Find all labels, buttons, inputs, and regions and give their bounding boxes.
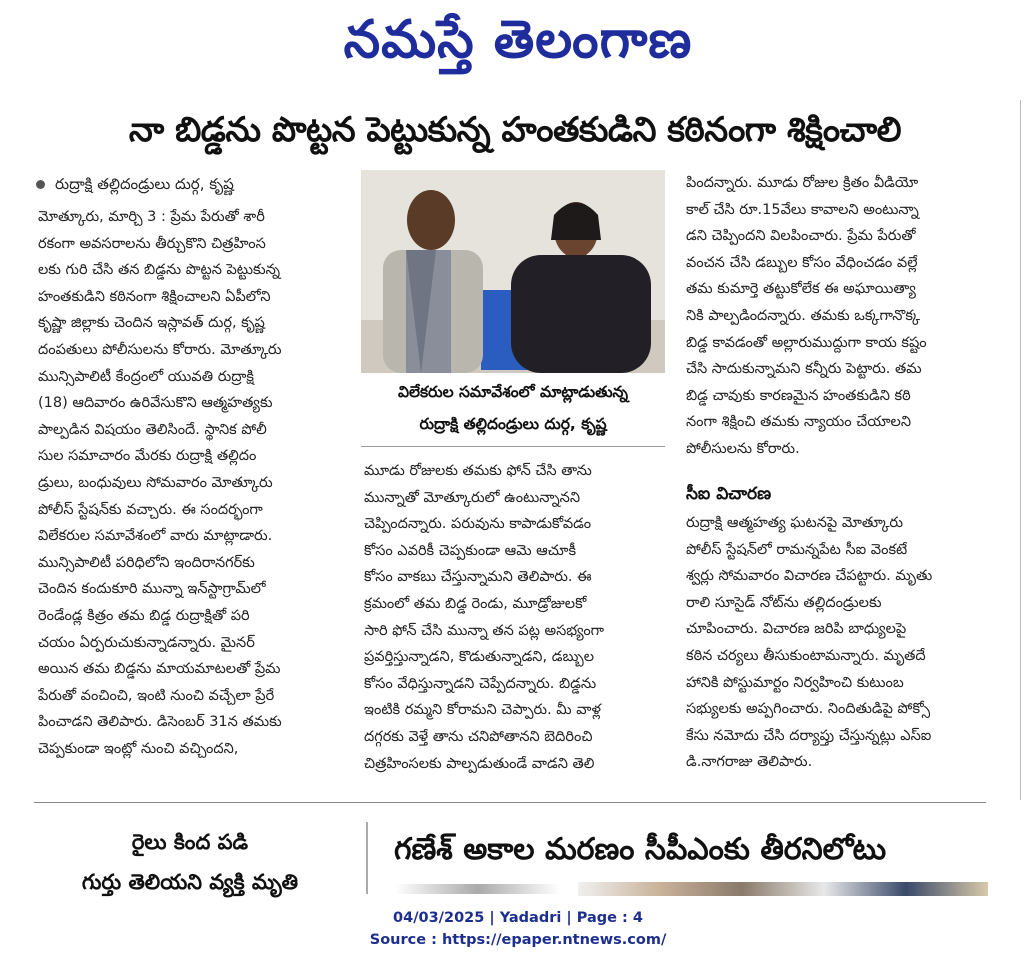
article-line: రుద్రాక్షి ఆత్మహత్య ఘటనపై మోత్కూరు — [686, 515, 903, 531]
story-headline-train — [40, 822, 340, 902]
article-line: కృష్ణా జిల్లాకు చెందిన ఇస్లావత్ దుర్గ, కృష్ణ — [38, 315, 265, 332]
article-line: సారి ఫోన్ చేసి మున్నా తన పట్ల అసభ్యంగా — [364, 622, 605, 639]
article-line: డ్రులు, బంధువులు సోమవారం మోత్కూరు — [38, 474, 273, 491]
article-line: చయం ఏర్పరుచుకున్నాడన్నారు. మైనర్ — [38, 634, 255, 651]
article-line: నంగా శిక్షించి తమకు న్యాయం చేయాలని — [686, 414, 912, 431]
article-line: రాలి సూసైడ్ నోట్‌ను తల్లిదండ్రులకు — [686, 594, 882, 611]
footer-source: Source : https://epaper.ntnews.com/ — [369, 932, 667, 948]
article-column-3 — [686, 170, 986, 463]
article-line: వంచన చేసి డబ్బుల కోసం వేధించడం వల్లే — [686, 254, 918, 271]
article-line: హానికి పోస్టుమార్టం నిర్వహించి కుటుంబ — [686, 674, 904, 691]
article-line: సభ్యులకు అప్పగించారు. నిందితుడిపై పోక్సో — [686, 701, 931, 718]
article-line: డి.నాగరాజు తెలిపారు. — [686, 754, 813, 771]
article-line: చెందిన కందుకూరి మున్నా ఇన్‌స్టాగ్రామ్‌లో — [38, 581, 266, 598]
photo-illustration — [361, 170, 665, 373]
article-column-2 — [364, 458, 664, 777]
article-line: చేసి సాదుకున్నామని కన్నీరు పెట్టారు. తమ — [686, 361, 922, 378]
cropped-text-strip — [395, 884, 560, 894]
article-line: సుల సమాచారం మేరకు రుద్రాక్షి తల్లిదం — [38, 448, 257, 465]
article-line: రెండేండ్ల కిత్రం తమ బిడ్డ రుద్రాక్షితో పరి — [38, 607, 250, 624]
article-line: చిత్రహింసలకు పాల్పడుతుండే వాడని తెలి — [364, 755, 595, 772]
photo-caption — [361, 376, 665, 440]
article-line: పిందన్నారు. మూడు రోజుల క్రితం వీడియో — [686, 175, 919, 191]
article-photo — [361, 170, 665, 373]
headline-line: గుర్తు తెలియని వ్యక్తి మృతి — [81, 870, 299, 894]
caption-line: రుద్రాక్షి తల్లిదండ్రులు దుర్గ, కృష్ణ — [419, 415, 607, 433]
article-line: రకంగా అవసరాలను తీర్చుకొని చిత్రహింస — [38, 235, 266, 252]
article-line: చూపించారు. విచారణ జరిపి బాధ్యులపై — [686, 621, 907, 638]
article-line: మున్సిపాలిటీ కేంద్రంలో యువతి రుద్రాక్షి — [38, 368, 254, 385]
article-line: బిడ్డ కావడంతో అల్లారుముద్దుగా కాయ కష్టం — [686, 334, 927, 351]
byline — [36, 175, 234, 197]
article-line: (18) ఆదివారం ఉరివేసుకొని ఆత్మహత్యకు — [38, 395, 273, 412]
headline-line: రైలు కింద పడి — [131, 830, 249, 854]
article-line: బిడ్డ చావుకు కారణమైన హంతకుడిని కఠి — [686, 387, 911, 404]
article-line: మున్నాతో మోత్కూరులో ఉంటున్నానని — [364, 489, 581, 506]
subhead-ci-inquiry: సీఐ విచారణ — [686, 484, 772, 504]
article-column-3b — [686, 510, 986, 776]
caption-line: విలేకరుల సమావేశంలో మాట్లాడుతున్న — [397, 383, 629, 401]
article-line: దంపతులు పోలీసులను కోరారు. మోత్కూరు — [38, 341, 282, 358]
article-line: ఇంటికి రమ్మని కోరామని చెప్పారు. మీ వాళ్ల — [364, 702, 601, 719]
article-line: పాల్పడిన విషయం తెలిసిందే. స్థానిక పోలీ — [38, 421, 267, 438]
article-line: పేరుతో వంచించి, ఇంటి నుంచి వచ్చేలా ప్రేరే — [38, 687, 275, 704]
article-line: మోత్కూరు, మార్చి 3 : ప్రేమ పేరుతో శారీ — [38, 209, 265, 225]
article-line: లకు గురి చేసి తన బిడ్డను పొట్టన పెట్టుకున్న — [38, 262, 281, 279]
cropped-photo-strip — [578, 882, 988, 896]
column-rule — [1020, 100, 1021, 800]
masthead-title: నమస్తే తెలంగాణ — [343, 10, 693, 70]
article-line: అయిన తమ బిడ్డను మాయమాటలతో ప్రేమ — [38, 661, 281, 678]
byline-text: రుద్రాక్షి తల్లిదండ్రులు దుర్గ, కృష్ణ — [55, 175, 234, 193]
story-headline-ganesh: గణేశ్ అకాల మరణం సీపీఎంకు తీరనిలోటు — [394, 832, 887, 867]
article-line: పోలీసులను కోరారు. — [686, 440, 800, 457]
article-line: క్రమంలో తమ బిడ్డ రెండు, మూడ్రోజులకో — [364, 595, 587, 612]
article-line: నికి పాల్పడిందన్నారు. తమకు ఒక్కగానొక్క — [686, 307, 920, 324]
article-line: శ్వర్లు సోమవారం విచారణ చేపట్టారు. మృతు — [686, 568, 933, 585]
article-line: కాల్ చేసి రూ.15వేలు కావాలని అంటున్నా — [686, 201, 919, 218]
article-line: మూడు రోజులకు తమకు ఫోన్ చేసి తాను — [364, 463, 592, 479]
footer-date-edition: 04/03/2025 | Yadadri | Page : 4 — [393, 910, 643, 926]
article-line: కోసం ఎవరికీ చెప్పకుండా ఆమె ఆచూకీ — [364, 542, 577, 559]
article-line: డని చెప్పిందని విలపించారు. ప్రేమ పేరుతో — [686, 228, 916, 245]
article-line: తమ కుమార్తె తట్టుకోలేక ఈ అఘాయిత్యా — [686, 281, 916, 298]
caption-divider — [361, 446, 665, 447]
article-line: చెప్పిందన్నారు. పరువును కాపాడుకోవడం — [364, 516, 592, 533]
article-line: కేసు నమోదు చేసి దర్యాప్తు చేస్తున్నట్లు ఎస్ఐ — [686, 727, 932, 744]
page-footer — [0, 907, 1036, 951]
article-line: కోసం వాకబు చేస్తున్నామని తెలిపారు. ఈ — [364, 569, 592, 586]
article-column-1 — [38, 204, 336, 762]
article-line: కోసం వేధిస్తున్నాడని చెప్పేదన్నారు. బిడ్డను — [364, 675, 597, 692]
article-line: విలేకరుల సమావేశంలో వారు మాట్లాడారు. — [38, 528, 273, 545]
article-line: మున్సిపాలిటీ పరిధిలోని ఇందిరానగర్‌కు — [38, 554, 255, 571]
article-line: కఠిన చర్యలు తీసుకుంటామన్నారు. మృతదే — [686, 647, 926, 664]
article-line: పోలీస్ స్టేషన్‌కు వచ్చారు. ఈ సందర్భంగా — [38, 501, 263, 518]
article-line: దగ్గరకు వెళ్తే తాను చనిపోతానని బెదిరించి — [364, 728, 593, 745]
article-line: చెప్పకుండా ఇంట్లో నుంచి వచ్చిందని, — [38, 740, 239, 757]
section-divider — [34, 802, 986, 803]
article-line: హంతకుడిని కఠినంగా శిక్షించాలని ఏపీలోని — [38, 288, 271, 305]
article-line: ప్రవర్తిస్తున్నాడని, కొడుతున్నాడని, డబ్బుల — [364, 649, 594, 666]
article-line: పోలీస్ స్టేషన్‌లో రామన్నపేట సీఐ వెంకటే — [686, 541, 908, 558]
article-line: పించాడని తెలిపారు. డిసెంబర్ 31న తమకు — [38, 714, 282, 731]
bullet-icon — [36, 180, 45, 189]
headline: నా బిడ్డను పొట్టన పెట్టుకున్న హంతకుడిని కఠినంగా శిక్షించాలి — [128, 110, 902, 150]
